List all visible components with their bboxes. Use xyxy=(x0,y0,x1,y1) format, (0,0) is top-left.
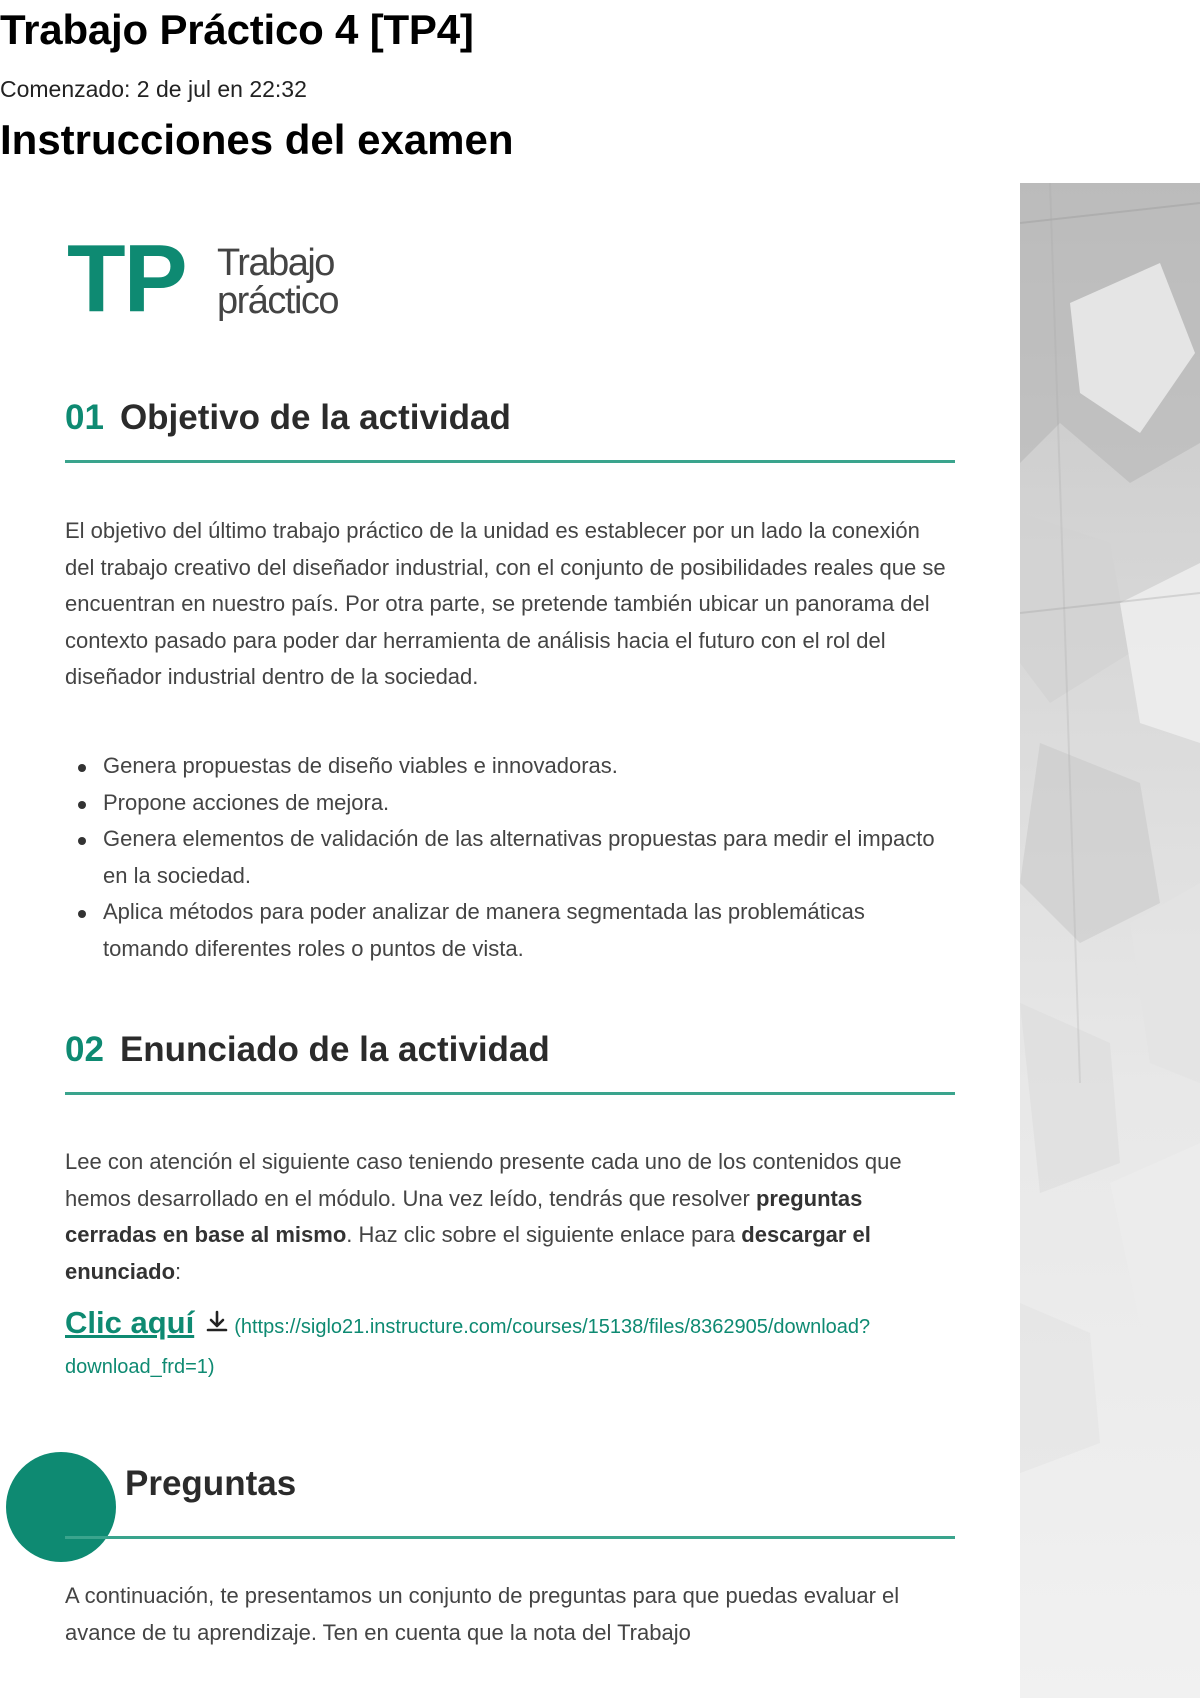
section-preguntas-heading xyxy=(65,1460,955,1539)
clic-aqui-link[interactable]: Clic aquí xyxy=(65,1305,195,1340)
list-item-text: Genera propuestas de diseño viables e innovadoras. xyxy=(103,753,618,778)
logo-mark: TP xyxy=(67,225,186,332)
download-url-text[interactable]: (https://siglo21.instructure.com/courses/15138/files/8362905/download?download_frd=1) xyxy=(65,1316,871,1378)
logo-word-line1: Trabajo xyxy=(217,242,334,284)
section-title: Objetivo de la actividad xyxy=(119,398,511,437)
section-enunciado-heading xyxy=(65,1030,955,1095)
enunciado-paragraph xyxy=(65,1144,955,1290)
quiz-title: Trabajo Práctico 4 [TP4] xyxy=(0,6,474,53)
section-objetivo-heading xyxy=(65,398,955,463)
enunciado-bold-text: preguntas cerradas en base al mismo xyxy=(65,1185,863,1247)
bullet-icon xyxy=(78,801,86,809)
bullet-icon xyxy=(78,910,86,918)
objetivo-paragraph: El objetivo del último trabajo práctico de la unidad es establecer por un lado la conexión del trabajo creativo del diseñador industrial, con el conjunto de posibilidades reales que se encuentran en nuestro país. Por otra parte, se pretende también ubicar un panorama del contexto pasado para poder dar herramienta de análisis hacia el futuro con el rol del diseñador industrial dentro de la sociedad. xyxy=(65,518,946,689)
started-timestamp: Comenzado: 2 de jul en 22:32 xyxy=(0,76,307,102)
logo-word-line2: práctico xyxy=(217,280,339,322)
enunciado-text: . Haz clic sobre el siguiente enlace para xyxy=(346,1222,742,1247)
download-icon[interactable] xyxy=(204,1309,230,1335)
instructions-heading: Instrucciones del examen xyxy=(0,116,514,163)
section-title: Enunciado de la actividad xyxy=(119,1030,550,1069)
section-number: 01 xyxy=(65,398,104,437)
list-item-text: Propone acciones de mejora. xyxy=(103,789,390,815)
preguntas-paragraph: A continuación, te presentamos un conjunto de preguntas para que puedas evaluar el avance de tu aprendizaje. Ten en cuenta que la nota del Trabajo xyxy=(65,1583,900,1645)
enunciado-text: : xyxy=(175,1258,182,1284)
download-link-row xyxy=(65,1305,955,1387)
bullet-icon xyxy=(78,837,86,845)
list-item xyxy=(65,894,955,967)
list-item-text: Aplica métodos para poder analizar de manera segmentada las problemáticas tomando diferentes roles o puntos de vista. xyxy=(103,899,865,961)
list-item xyxy=(65,821,955,894)
enunciado-text: Lee con atención el siguiente caso teniendo presente cada uno de los contenidos que hemos desarrollado en el módulo. Una vez leído, tendrás que resolver xyxy=(65,1149,902,1211)
list-item xyxy=(65,785,955,822)
section-number: 02 xyxy=(65,1030,104,1069)
section-title: Preguntas xyxy=(125,1464,297,1503)
bullet-icon xyxy=(78,764,86,772)
enunciado-bold-text: descargar el enunciado xyxy=(65,1222,871,1284)
abstract-architecture-image xyxy=(1020,183,1200,1698)
list-item xyxy=(65,748,955,785)
decorative-side-image xyxy=(1020,183,1200,1698)
list-item-text: Genera elementos de validación de las alternativas propuestas para medir el impacto en la sociedad. xyxy=(103,826,935,888)
objetivo-bullet-list xyxy=(65,748,955,967)
